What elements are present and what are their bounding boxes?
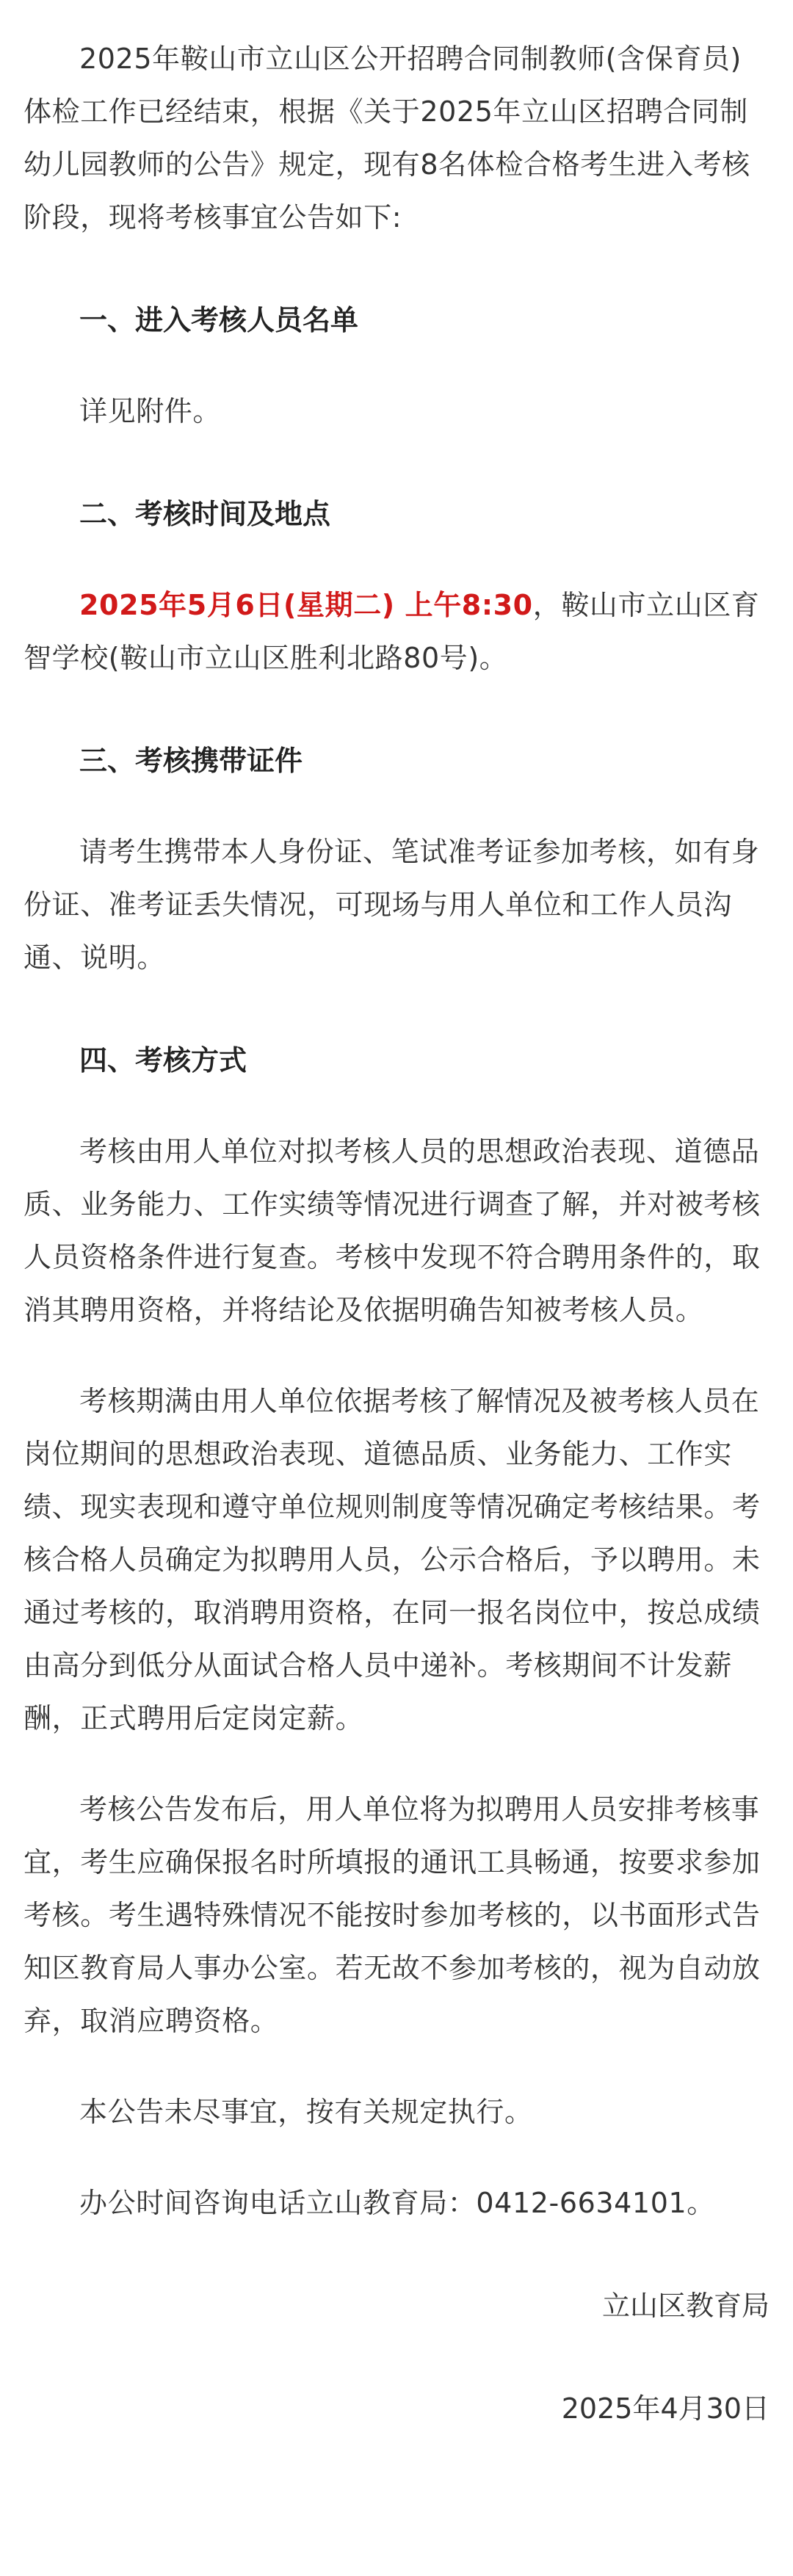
contact-paragraph: 办公时间咨询电话立山教育局：0412-6634101。 xyxy=(79,2187,715,2219)
spacer xyxy=(23,540,770,579)
section-4-paragraph-3: 考核公告发布后，用人单位将为拟聘用人员安排考核事宜，考生应确保报名时所填报的通讯工具畅通，按要求参加考核。考生遇特殊情况不能按时参加考核的，以书面形式告知区教育局人事办公室。若无故不参加考核的，视为自动放弃，取消应聘资格。 xyxy=(23,1793,761,2037)
section-2-body xyxy=(23,579,770,684)
spacer xyxy=(23,438,770,488)
spacer xyxy=(23,2229,770,2279)
section-3-heading: 三、考核携带证件 xyxy=(79,745,303,777)
spacer xyxy=(23,1745,770,1783)
spacer xyxy=(23,984,770,1034)
issuer-signature: 立山区教育局 xyxy=(601,2290,770,2322)
exam-location-text: ，鞍山市立山区育智学校(鞍山市立山区胜利北路80号)。 xyxy=(23,589,760,674)
section-4-heading: 四、考核方式 xyxy=(79,1044,247,1077)
section-1-body: 详见附件。 xyxy=(79,395,222,427)
section-1-heading: 一、进入考核人员名单 xyxy=(79,304,359,336)
intro-paragraph: 2025年鞍山市立山区公开招聘合同制教师(含保育员)体检工作已经结束，根据《关于2025年立山区招聘合同制幼儿园教师的公告》规定，现有8名体检合格考生进入考核阶段，现将考核事宜公告如下: xyxy=(23,43,750,234)
spacer xyxy=(23,1336,770,1375)
section-4-paragraph-2: 考核期满由用人单位依据考核了解情况及被考核人员在岗位期间的思想政治表现、道德品质、业务能力、工作实绩、现实表现和遵守单位规则制度等情况确定考核结果。考核合格人员确定为拟聘用人员，公示合格后，予以聘用。未通过考核的，取消聘用资格，在同一报名岗位中，按总成绩由高分到低分从面试合格人员中递补。考核期间不计发薪酬，正式聘用后定岗定薪。 xyxy=(23,1385,761,1734)
spacer xyxy=(23,1087,770,1125)
spacer xyxy=(23,684,770,734)
section-4-paragraph-1: 考核由用人单位对拟考核人员的思想政治表现、道德品质、业务能力、工作实绩等情况进行调查了解，并对被考核人员资格条件进行复查。考核中发现不符合聘用条件的，取消其聘用资格，并将结论及依据明确告知被考核人员。 xyxy=(23,1135,761,1326)
exam-datetime-highlight: 2025年5月6日(星期二) 上午8:30 xyxy=(79,589,533,621)
spacer xyxy=(23,2138,770,2177)
issue-date: 2025年4月30日 xyxy=(561,2392,770,2425)
closing-paragraph: 本公告未尽事宜，按有关规定执行。 xyxy=(79,2096,533,2128)
spacer xyxy=(23,787,770,825)
section-3-body: 请考生携带本人身份证、笔试准考证参加考核，如有身份证、准考证丢失情况，可现场与用人单位和工作人员沟通、说明。 xyxy=(23,836,760,974)
spacer xyxy=(23,244,770,294)
spacer xyxy=(23,347,770,385)
spacer xyxy=(23,2332,770,2382)
spacer xyxy=(23,2047,770,2085)
section-2-heading: 二、考核时间及地点 xyxy=(79,498,331,530)
